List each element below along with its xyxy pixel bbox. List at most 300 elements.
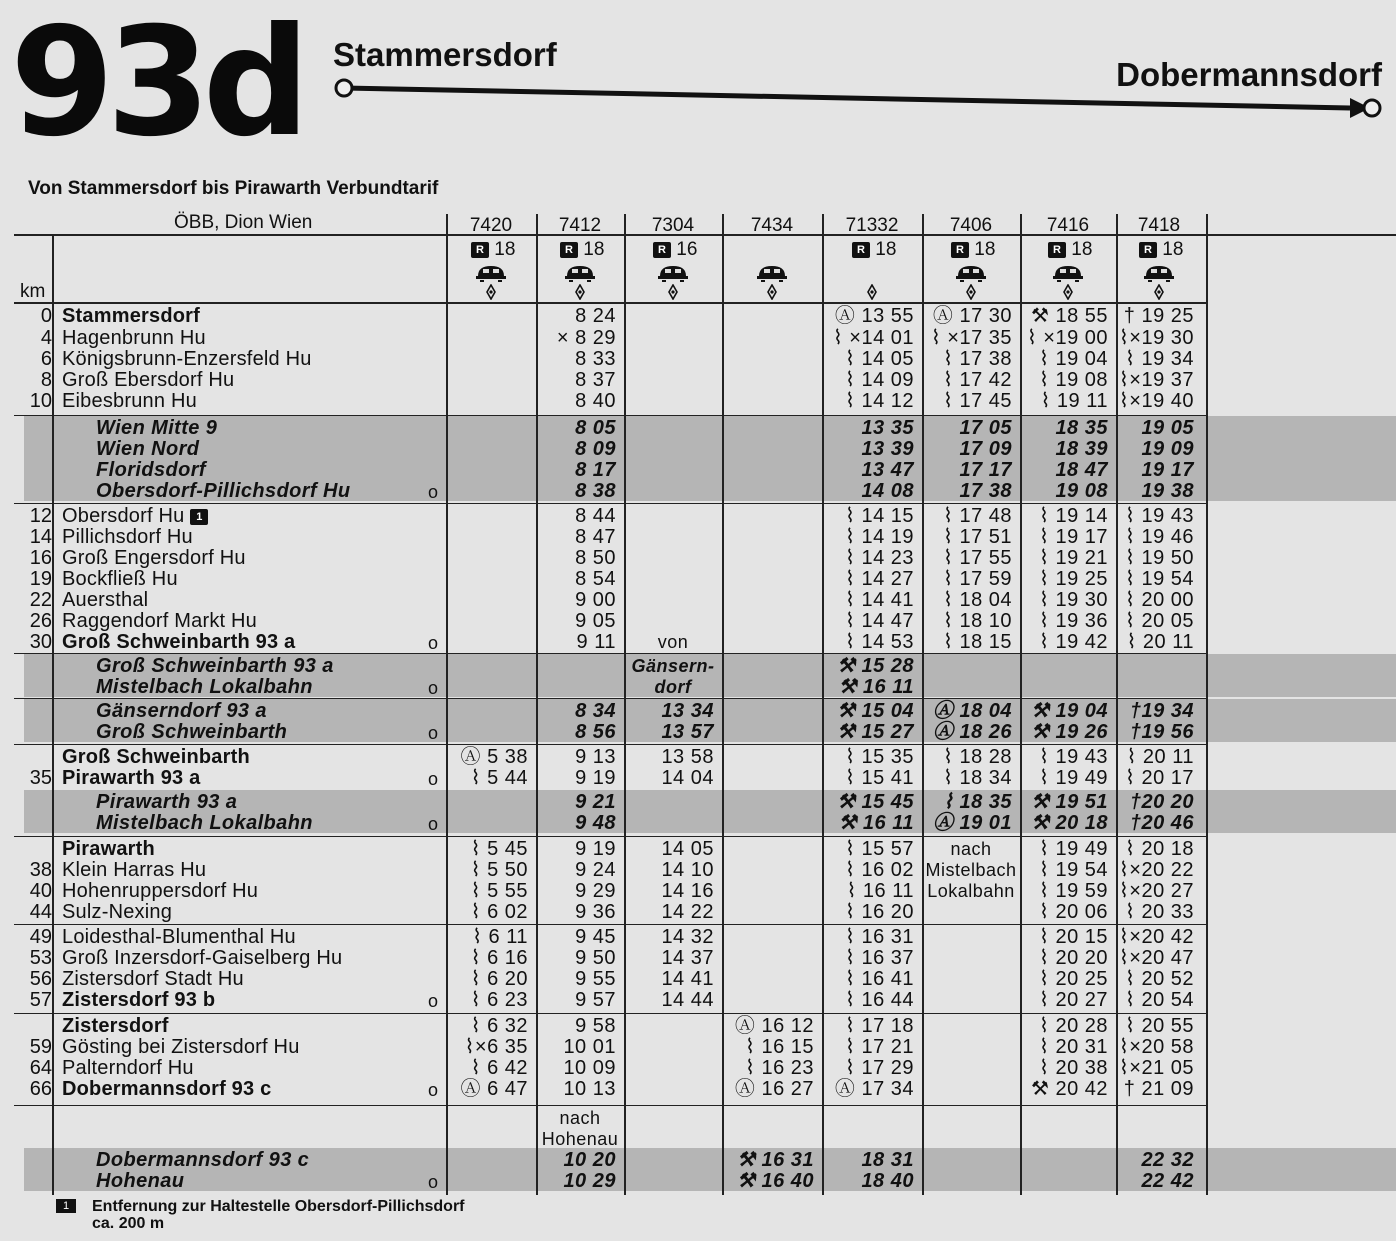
train-icon	[755, 262, 789, 282]
time-cell: 10 29	[563, 1170, 616, 1192]
table-column-rule	[1206, 214, 1208, 1195]
train-number: 7418	[1137, 215, 1181, 236]
time-cell: 18 39	[1055, 438, 1108, 460]
station-name: Pirawarth 93 a	[96, 791, 238, 813]
km-value: 49	[29, 926, 52, 948]
time-cell: ⚒ 15 04	[836, 700, 914, 722]
time-cell: † 21 09	[1123, 1078, 1194, 1100]
time-cell: ⌇ 20 20	[1039, 947, 1108, 969]
km-value: 4	[40, 327, 52, 349]
time-cell: ⌇ 18 15	[943, 631, 1012, 653]
time-cell: 8 38	[575, 480, 616, 502]
station-name: Groß Engersdorf Hu	[62, 547, 246, 569]
time-cell: 8 54	[575, 568, 616, 590]
time-cell: Ⓐ 16 27	[734, 1078, 814, 1100]
time-cell: 8 50	[575, 547, 616, 569]
km-value: 59	[29, 1036, 52, 1058]
connection-marker: o	[428, 1172, 439, 1192]
time-cell: †19 56	[1129, 721, 1194, 743]
time-cell: ⌇ 20 54	[1125, 989, 1194, 1011]
time-cell: ⌇×19 30	[1119, 327, 1194, 349]
time-cell: ⌇ 15 35	[845, 746, 914, 768]
time-cell: ⌇ 14 09	[845, 369, 914, 391]
time-cell: 8 40	[575, 390, 616, 412]
time-cell: ⌇ 19 46	[1125, 526, 1194, 548]
time-cell: 14 05	[661, 838, 714, 860]
km-value: 12	[29, 505, 52, 527]
time-cell: ⌇ 20 28	[1039, 1015, 1108, 1037]
time-cell: Ⓐ 18 26	[932, 721, 1012, 743]
km-value: 38	[29, 859, 52, 881]
time-cell: 10 09	[563, 1057, 616, 1079]
station-name: Zistersdorf	[62, 1015, 169, 1037]
time-cell: ⌇ 19 36	[1039, 610, 1108, 632]
time-cell: 8 17	[575, 459, 616, 481]
station-name: Obersdorf Hu 1	[62, 506, 208, 526]
time-cell: ⌇ 17 48	[943, 505, 1012, 527]
time-cell: ⌇ 14 19	[845, 526, 914, 548]
time-cell: 14 32	[661, 926, 714, 948]
time-cell: 19 05	[1141, 417, 1194, 439]
time-cell: 13 35	[861, 417, 914, 439]
station-name: Wien Mitte 9	[96, 417, 218, 439]
time-cell: 13 57	[661, 721, 714, 743]
station-name: Pirawarth	[62, 838, 155, 860]
km-value: 22	[29, 589, 52, 611]
time-cell: 19 09	[1141, 438, 1194, 460]
station-name: Groß Schweinbarth	[62, 746, 250, 768]
time-cell: Ⓐ 5 38	[460, 746, 528, 768]
time-cell: ⌇ 19 43	[1125, 505, 1194, 527]
train-class	[852, 240, 896, 260]
time-cell: 8 33	[575, 348, 616, 370]
time-cell: dorf	[654, 677, 692, 697]
time-cell: 9 19	[575, 767, 616, 789]
time-cell: ⌇ 19 25	[1039, 568, 1108, 590]
time-cell: ⌇ 14 05	[845, 348, 914, 370]
station-name: Zistersdorf 93 b	[62, 989, 216, 1011]
station-name: Pillichsdorf Hu	[62, 526, 193, 548]
train-icon	[656, 262, 690, 282]
time-cell: ⌇ 14 47	[845, 610, 914, 632]
time-cell: ⌇ 16 41	[845, 968, 914, 990]
time-cell: ⌇ 17 18	[845, 1015, 914, 1037]
time-cell: Mistelbach	[925, 860, 1017, 880]
footnote-badge: 1	[56, 1199, 76, 1213]
station-name: Groß Schweinbarth 93 a	[96, 655, 334, 677]
table-rule	[14, 302, 1206, 304]
time-cell: ⌇ 19 54	[1039, 859, 1108, 881]
time-cell: ⚒ 16 40	[736, 1170, 814, 1192]
time-cell: ⌇ 6 16	[470, 947, 528, 969]
time-cell: 9 45	[575, 926, 616, 948]
station-name: Raggendorf Markt Hu	[62, 610, 258, 632]
time-cell: 13 34	[661, 700, 714, 722]
time-cell: Gänsern-	[631, 656, 715, 676]
time-cell: 19 38	[1141, 480, 1194, 502]
time-cell: ⌇ 20 33	[1125, 901, 1194, 923]
time-cell: ⌇×20 42	[1119, 926, 1194, 948]
time-cell: ⌇ 18 04	[943, 589, 1012, 611]
time-cell: ⌇ 20 18	[1125, 838, 1194, 860]
station-name: Hagenbrunn Hu	[62, 327, 206, 349]
km-value: 40	[29, 880, 52, 902]
diamond-icon	[1154, 284, 1164, 300]
time-cell: ⌇ 20 00	[1125, 589, 1194, 611]
time-cell: ⌇ 17 21	[845, 1036, 914, 1058]
time-cell: ⌇×21 05	[1119, 1057, 1194, 1079]
time-cell: 9 50	[575, 947, 616, 969]
time-cell: ⚒ 15 28	[836, 655, 914, 677]
connection-marker: o	[428, 769, 439, 789]
km-value: 66	[29, 1078, 52, 1100]
time-cell: 18 47	[1055, 459, 1108, 481]
time-cell: 18 35	[1055, 417, 1108, 439]
time-cell: 8 09	[575, 438, 616, 460]
station-name: Gänserndorf 93 a	[96, 700, 267, 722]
train-icon	[474, 262, 508, 282]
timetable	[14, 210, 1396, 1195]
time-cell: 10 20	[563, 1149, 616, 1171]
time-cell: ⚒ 15 27	[836, 721, 914, 743]
time-cell: ⚒ 19 04	[1030, 700, 1108, 722]
time-cell: ⌇ 14 41	[845, 589, 914, 611]
time-cell: ⌇ ×17 35	[930, 327, 1012, 349]
diamond-icon	[867, 284, 877, 300]
station-name: Sulz-Nexing	[62, 901, 173, 923]
time-cell: 19 17	[1141, 459, 1194, 481]
time-cell: ⌇ 15 57	[845, 838, 914, 860]
table-rule	[14, 836, 1206, 837]
train-class-number: 18	[969, 239, 996, 260]
km-value: 35	[29, 767, 52, 789]
time-cell: ⌇ 19 21	[1039, 547, 1108, 569]
connection-marker: o	[428, 814, 439, 834]
time-cell: × 8 29	[556, 327, 616, 349]
time-cell: 14 22	[661, 901, 714, 923]
diamond-icon	[966, 284, 976, 300]
station-name: Groß Schweinbarth 93 a	[62, 631, 296, 653]
station-name: Loidesthal-Blumenthal Hu	[62, 926, 296, 948]
time-cell: 13 39	[861, 438, 914, 460]
train-class-number: 16	[671, 239, 698, 260]
time-cell: ⌇ 20 11	[1126, 746, 1194, 768]
train-number: 7420	[469, 215, 513, 236]
train-class-number: 18	[1157, 239, 1184, 260]
time-cell: 14 41	[661, 968, 714, 990]
train-class-number: 18	[489, 239, 516, 260]
time-cell: ⌇×20 47	[1119, 947, 1194, 969]
time-cell: ⌇ 15 41	[845, 767, 914, 789]
time-cell: Ⓐ 18 04	[932, 700, 1012, 722]
time-cell: 9 55	[575, 968, 616, 990]
time-cell: ⌇ 19 08	[1039, 369, 1108, 391]
time-cell: ⌇ 6 32	[470, 1015, 528, 1037]
time-cell: ⌇ 20 25	[1039, 968, 1108, 990]
time-cell: ⌇ 20 27	[1039, 989, 1108, 1011]
diamond-icon	[767, 284, 777, 300]
station-name: Dobermannsdorf 93 c	[96, 1149, 310, 1171]
train-class-badge: R	[471, 242, 489, 258]
time-cell: ⌇ 17 42	[943, 369, 1012, 391]
time-cell: ⌇ 14 27	[845, 568, 914, 590]
time-cell: ⌇ 17 29	[845, 1057, 914, 1079]
time-cell: ⌇ 16 37	[845, 947, 914, 969]
time-cell: †20 46	[1129, 812, 1194, 834]
station-name: Gösting bei Zistersdorf Hu	[62, 1036, 300, 1058]
km-value: 8	[40, 369, 52, 391]
time-cell: 14 37	[661, 947, 714, 969]
connection-marker: o	[428, 633, 439, 653]
time-cell: ⌇×20 58	[1119, 1036, 1194, 1058]
time-cell: ⌇ 17 38	[943, 348, 1012, 370]
time-cell: ⌇ 18 10	[943, 610, 1012, 632]
train-number: 7416	[1046, 215, 1090, 236]
time-cell: ⌇ 14 53	[845, 631, 914, 653]
time-cell: †20 20	[1129, 791, 1194, 813]
time-cell: Ⓐ 13 55	[834, 305, 914, 327]
footnote-text: Entfernung zur Haltestelle Obersdorf-Pillichsdorf ca. 200 m	[92, 1198, 465, 1232]
time-cell: ⌇ 19 17	[1039, 526, 1108, 548]
train-icon	[563, 262, 597, 282]
time-cell: ⌇ 17 59	[943, 568, 1012, 590]
time-cell: ⌇ 20 15	[1039, 926, 1108, 948]
time-cell: nach	[950, 839, 992, 859]
tariff-note: Von Stammersdorf bis Pirawarth Verbundtarif	[28, 178, 439, 199]
time-cell: ⌇ 16 23	[745, 1057, 814, 1079]
time-cell: ⌇ 18 34	[943, 767, 1012, 789]
time-cell: ⌇ 19 49	[1039, 767, 1108, 789]
route-from: Stammersdorf	[333, 36, 557, 73]
train-class-number: 18	[870, 239, 897, 260]
time-cell: ⚒ 19 26	[1030, 721, 1108, 743]
train-class-badge: R	[1048, 242, 1066, 258]
train-class-badge: R	[653, 242, 671, 258]
station-name: Stammersdorf	[62, 305, 200, 327]
time-cell: ⌇ 20 55	[1125, 1015, 1194, 1037]
train-class	[471, 240, 515, 260]
time-cell: 17 17	[959, 459, 1012, 481]
route-to: Dobermannsdorf	[1116, 56, 1382, 93]
time-cell: ⌇×6 35	[464, 1036, 528, 1058]
train-class	[1139, 240, 1183, 260]
time-cell: ⚒ 19 51	[1030, 791, 1108, 813]
station-name: Mistelbach Lokalbahn	[96, 812, 313, 834]
time-cell: 9 57	[575, 989, 616, 1011]
time-cell: 13 58	[661, 746, 714, 768]
time-cell: 13 47	[861, 459, 914, 481]
time-cell: ⌇ 18 28	[943, 746, 1012, 768]
time-cell: ⌇ 14 23	[845, 547, 914, 569]
time-cell: ⌇×19 37	[1119, 369, 1194, 391]
time-cell: ⌇ 20 06	[1039, 901, 1108, 923]
time-cell: 9 58	[575, 1015, 616, 1037]
time-cell: ⌇ 6 20	[470, 968, 528, 990]
operator-label: ÖBB, Dion Wien	[174, 212, 313, 233]
station-name: Königsbrunn-Enzersfeld Hu	[62, 348, 312, 370]
time-cell: von	[657, 632, 689, 652]
time-cell: 9 29	[575, 880, 616, 902]
time-cell: ⌇ 6 23	[470, 989, 528, 1011]
station-name: Wien Nord	[96, 438, 200, 460]
route-number: 93d	[10, 0, 303, 170]
station-name: Pirawarth 93 a	[62, 767, 201, 789]
time-cell: ⌇×19 40	[1119, 390, 1194, 412]
time-cell: ⌇ 20 52	[1125, 968, 1194, 990]
time-cell: ⌇ 19 14	[1039, 505, 1108, 527]
train-class	[1048, 240, 1092, 260]
time-cell: 14 44	[661, 989, 714, 1011]
table-rule	[14, 744, 1206, 745]
table-rule	[14, 1105, 1206, 1106]
time-cell: ⌇ 17 55	[943, 547, 1012, 569]
time-cell: 14 10	[661, 859, 714, 881]
time-cell: 8 37	[575, 369, 616, 391]
time-cell: ⌇ 17 51	[943, 526, 1012, 548]
time-cell: Ⓐ 17 30	[932, 305, 1012, 327]
time-cell: ⚒ 16 31	[736, 1149, 814, 1171]
km-value: 44	[29, 901, 52, 923]
connection-marker: o	[428, 678, 439, 698]
time-cell: ⌇ 5 55	[470, 880, 528, 902]
km-header: km	[20, 281, 46, 302]
time-cell: 8 56	[575, 721, 616, 743]
route-line-arrow	[330, 78, 1390, 118]
time-cell: 9 21	[575, 791, 616, 813]
km-value: 14	[29, 526, 52, 548]
station-name: Floridsdorf	[96, 459, 206, 481]
time-cell: 9 11	[576, 631, 616, 653]
time-cell: Lokalbahn	[927, 881, 1015, 901]
train-class	[951, 240, 995, 260]
time-cell: ⌇ 19 11	[1040, 390, 1108, 412]
train-class-number: 18	[1066, 239, 1093, 260]
station-name: Klein Harras Hu	[62, 859, 207, 881]
time-cell: ⌇ 19 30	[1039, 589, 1108, 611]
time-cell: 9 13	[575, 746, 616, 768]
table-rule	[14, 924, 1206, 925]
km-value: 56	[29, 968, 52, 990]
train-number: 7304	[651, 215, 695, 236]
time-cell: 9 48	[575, 812, 616, 834]
station-name: Bockfließ Hu	[62, 568, 178, 590]
diamond-icon	[575, 284, 585, 300]
time-cell: ⌇ 19 34	[1125, 348, 1194, 370]
time-cell: ⌇ 18 35	[943, 791, 1012, 813]
table-rule	[14, 698, 1206, 699]
station-name: Groß Inzersdorf-Gaiselberg Hu	[62, 947, 343, 969]
time-cell: ⌇ 19 59	[1039, 880, 1108, 902]
table-rule	[14, 1013, 1206, 1014]
table-rule	[14, 415, 1206, 416]
train-class	[560, 240, 604, 260]
time-cell: ⌇ 19 54	[1125, 568, 1194, 590]
time-cell: Ⓐ 6 47	[460, 1078, 528, 1100]
time-cell: ⌇ 20 11	[1126, 631, 1194, 653]
time-cell: 17 38	[959, 480, 1012, 502]
time-cell: 9 24	[575, 859, 616, 881]
table-rule	[14, 503, 1206, 504]
time-cell: ⚒ 15 45	[836, 791, 914, 813]
time-cell: 8 24	[575, 305, 616, 327]
time-cell: ⌇ 20 05	[1125, 610, 1194, 632]
train-class-badge: R	[1139, 242, 1157, 258]
train-class-badge: R	[951, 242, 969, 258]
time-cell: ⌇ 6 42	[470, 1057, 528, 1079]
time-cell: 19 08	[1055, 480, 1108, 502]
km-value: 64	[29, 1057, 52, 1079]
station-name: Palterndorf Hu	[62, 1057, 194, 1079]
time-cell: ⌇ 16 15	[745, 1036, 814, 1058]
km-value: 30	[29, 631, 52, 653]
km-value: 26	[29, 610, 52, 632]
station-name: Eibesbrunn Hu	[62, 390, 197, 412]
time-cell: ⌇ 6 02	[470, 901, 528, 923]
station-name: Auersthal	[62, 589, 149, 611]
time-cell: 9 00	[575, 589, 616, 611]
km-value: 53	[29, 947, 52, 969]
time-cell: 8 34	[575, 700, 616, 722]
train-icon	[954, 262, 988, 282]
time-cell: 18 31	[861, 1149, 914, 1171]
time-cell: Ⓐ 19 01	[932, 812, 1012, 834]
station-name: Groß Ebersdorf Hu	[62, 369, 235, 391]
connection-marker: o	[428, 991, 439, 1011]
km-value: 10	[29, 390, 52, 412]
time-cell: 17 05	[959, 417, 1012, 439]
time-cell: ⌇ 20 31	[1039, 1036, 1108, 1058]
footnote-ref-badge: 1	[190, 509, 208, 525]
time-cell: ⌇ 19 43	[1039, 746, 1108, 768]
time-cell: †19 34	[1129, 700, 1194, 722]
diamond-icon	[486, 284, 496, 300]
time-cell: ⌇ 19 04	[1039, 348, 1108, 370]
time-cell: ⌇ 19 42	[1039, 631, 1108, 653]
time-cell: ⚒ 16 11	[838, 676, 914, 698]
train-icon	[1051, 262, 1085, 282]
time-cell: ⌇ 14 15	[845, 505, 914, 527]
train-number: 7406	[949, 215, 993, 236]
time-cell: ⌇ 5 45	[470, 838, 528, 860]
time-cell: 17 09	[959, 438, 1012, 460]
time-cell: ⌇ 20 17	[1125, 767, 1194, 789]
time-cell: ⚒ 20 18	[1030, 812, 1108, 834]
time-cell: ⌇×20 22	[1119, 859, 1194, 881]
time-cell: nach	[559, 1108, 601, 1128]
station-name: Obersdorf-Pillichsdorf Hu	[96, 480, 351, 502]
train-class	[653, 240, 697, 260]
train-class-badge: R	[852, 242, 870, 258]
time-cell: ⌇ 19 50	[1125, 547, 1194, 569]
time-cell: ⌇ 16 44	[845, 989, 914, 1011]
station-name: Hohenau	[96, 1170, 185, 1192]
time-cell: ⌇ 5 44	[470, 767, 528, 789]
time-cell: ⚒ 18 55	[1030, 305, 1108, 327]
train-class-number: 18	[578, 239, 605, 260]
table-column-rule	[52, 234, 54, 1195]
km-value: 19	[29, 568, 52, 590]
time-cell: ⌇ ×19 00	[1026, 327, 1108, 349]
time-cell: ⌇×20 27	[1119, 880, 1194, 902]
time-cell: 22 42	[1141, 1170, 1194, 1192]
diamond-icon	[1063, 284, 1073, 300]
time-cell: 14 04	[661, 767, 714, 789]
time-cell: Ⓐ 17 34	[834, 1078, 914, 1100]
time-cell: 8 47	[575, 526, 616, 548]
time-cell: ⌇ 20 38	[1039, 1057, 1108, 1079]
train-number: 71332	[845, 215, 899, 236]
km-value: 0	[40, 305, 52, 327]
